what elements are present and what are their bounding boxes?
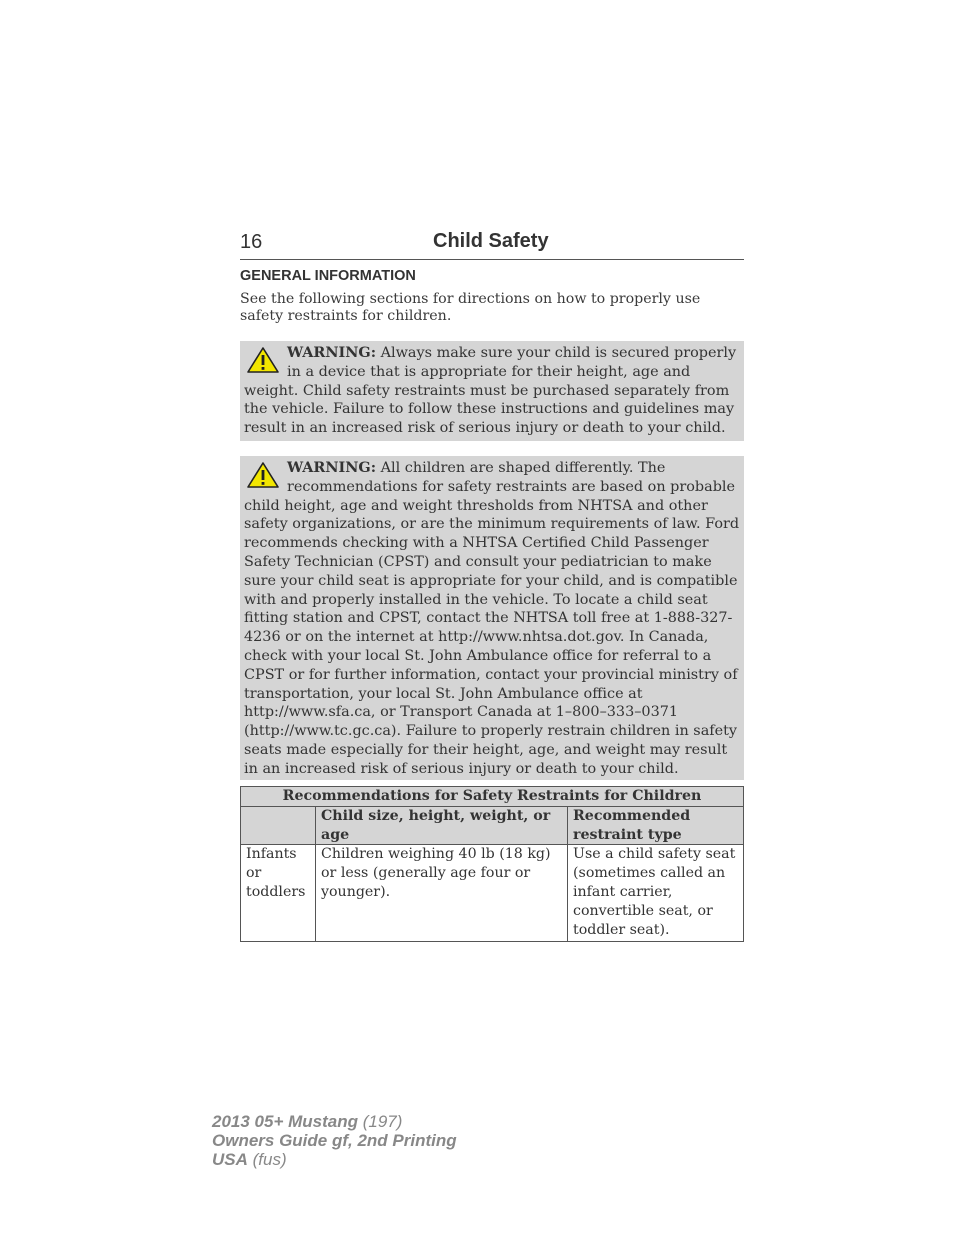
- table-caption: Recommendations for Safety Restraints for Children: [241, 787, 744, 807]
- warning-label: WARNING:: [287, 344, 377, 361]
- footer-line-1: [212, 1112, 457, 1131]
- column-header-child-size: Child size, height, weight, or age: [316, 806, 568, 845]
- warning-box-2: [240, 456, 744, 780]
- footer-market-code: (fus): [252, 1150, 287, 1169]
- recommendations-table: [240, 786, 744, 942]
- footer-line-2: [212, 1131, 457, 1150]
- warning-triangle-icon: [244, 461, 282, 489]
- table-caption-row: [241, 787, 744, 807]
- page-header: [240, 228, 744, 260]
- column-header-restraint-type: Recommended restraint type: [568, 806, 744, 845]
- warning-triangle-icon: [244, 346, 282, 374]
- warning-label: WARNING:: [287, 459, 377, 476]
- footer-model: 2013 05+ Mustang: [212, 1112, 358, 1131]
- table-row: [241, 845, 744, 942]
- warning-text: Always make sure your child is secured properly in a device that is appropriate for their height, age and weight. Child safety restraints must be purchased separately from the vehicle. Failure to follow these instructions and guidelines may result in an increased risk of serious injury or death to your child.: [244, 345, 737, 437]
- table-cell-restraint-type: Use a child safety seat (sometimes called an infant carrier, convertible seat, or toddler seat).: [568, 845, 744, 942]
- column-header-category: [241, 806, 316, 845]
- section-heading: GENERAL INFORMATION: [240, 268, 416, 284]
- footer-line-3: [212, 1150, 457, 1169]
- table-header-row: [241, 806, 744, 845]
- intro-paragraph: See the following sections for directions on how to properly use safety restraints for children.: [240, 291, 701, 324]
- footer-model-code: (197): [362, 1112, 403, 1131]
- footer-market: USA: [212, 1150, 248, 1169]
- table-cell-child-size: Children weighing 40 lb (18 kg) or less (generally age four or younger).: [316, 845, 568, 942]
- warning-text: All children are shaped differently. The recommendations for safety restraints are based on probable child height, age and weight thresholds from NHTSA and other safety organizations, or are the minimum requirements of law. Ford recommends checking with a NHTSA Certified Child Passenger Safety Technician (CPST) and consult your pediatrician to make sure your child seat is appropriate for your child, and is compatible with and properly installed in the vehicle. To locate a child seat fitting station and CPST, contact the NHTSA toll free at 1-888-327-4236 or on the internet at http://www.nhtsa.dot.gov. In Canada, check with your local St. John Ambulance office for referral to a CPST or for further information, contact your provincial ministry of transportation, your local St. John Ambulance office at http://www.sfa.ca, or Transport Canada at 1–800–333–0371 (http://www.tc.gc.ca). Failure to properly restrain children in safety seats made especially for their height, age, and weight may result in an increased risk of serious injury or death to your child.: [244, 460, 740, 777]
- page-footer: [212, 1112, 457, 1169]
- warning-box-1: [240, 341, 744, 441]
- table-cell-category: Infants or toddlers: [241, 845, 316, 942]
- page-number: 16: [240, 231, 263, 253]
- footer-guide: Owners Guide gf, 2nd Printing: [212, 1131, 457, 1150]
- chapter-title: Child Safety: [433, 230, 549, 252]
